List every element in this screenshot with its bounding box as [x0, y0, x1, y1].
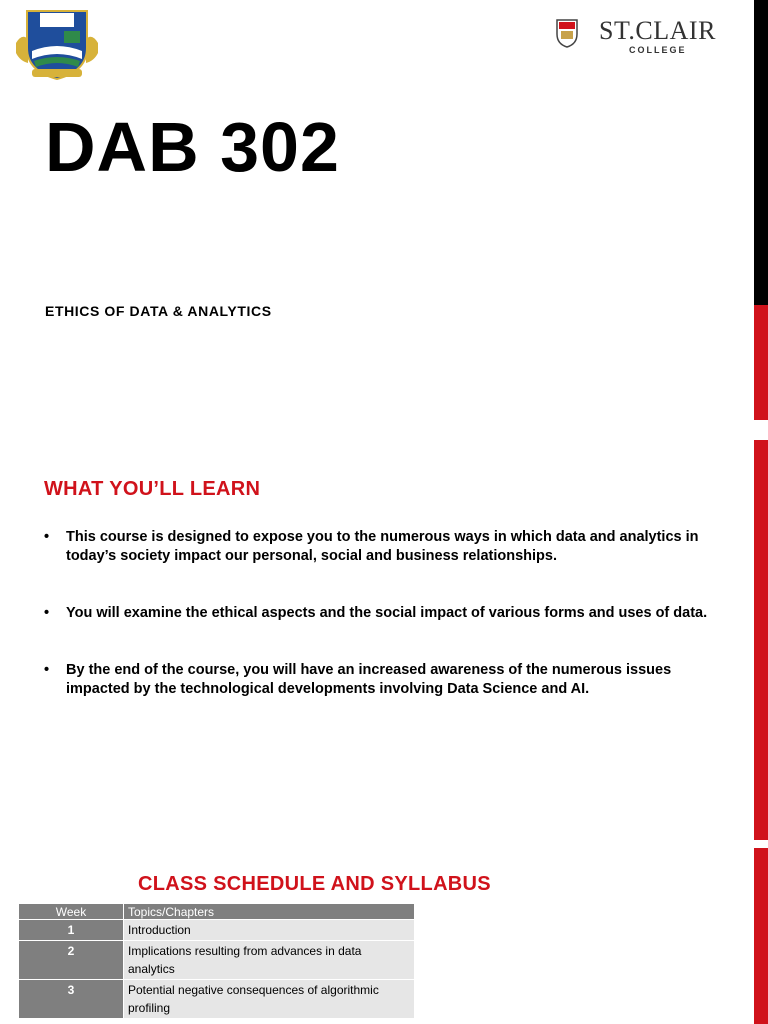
right-accent-bar — [754, 0, 768, 420]
title-slide — [0, 0, 768, 420]
course-code: DAB 302 — [45, 108, 340, 186]
right-accent-bar — [754, 848, 768, 1024]
college-subtitle: COLLEGE — [629, 45, 687, 55]
week-cell: 2 — [19, 941, 124, 980]
st-clair-college-logo — [553, 14, 723, 60]
schedule-table — [18, 903, 415, 1019]
list-item — [44, 604, 714, 623]
bullet-icon: • — [44, 529, 50, 545]
table-row — [19, 980, 415, 1019]
table-row — [19, 941, 415, 980]
schedule-slide — [0, 848, 768, 1024]
schedule-heading: CLASS SCHEDULE AND SYLLABUS — [138, 873, 491, 895]
topic-cell: Implications resulting from advances in data analytics — [124, 941, 415, 980]
table-header-row — [19, 904, 415, 920]
course-title: ETHICS OF DATA & ANALYTICS — [45, 303, 272, 319]
week-cell: 3 — [19, 980, 124, 1019]
right-accent-red — [754, 305, 768, 420]
shield-icon — [555, 18, 579, 48]
right-accent-red — [754, 848, 768, 1024]
topic-cell: Introduction — [124, 920, 415, 941]
column-header-topics: Topics/Chapters — [124, 904, 415, 920]
bullet-icon: • — [44, 662, 50, 678]
table-row — [19, 920, 415, 941]
learn-slide — [0, 440, 768, 840]
bullet-icon: • — [44, 605, 50, 621]
list-item — [44, 528, 714, 566]
bullet-text: You will examine the ethical aspects and the social impact of various forms and uses of data. — [66, 605, 708, 621]
bullet-text: This course is designed to expose you to the numerous ways in which data and analytics in today’s society impact our personal, social and business relationships. — [66, 529, 699, 564]
column-header-week: Week — [19, 904, 124, 920]
right-accent-bar — [754, 440, 768, 840]
topic-cell: Potential negative consequences of algorithmic profiling — [124, 980, 415, 1019]
right-accent-red — [754, 440, 768, 840]
college-name: ST.CLAIR — [599, 16, 716, 45]
learn-heading: WHAT YOU’LL LEARN — [44, 478, 261, 500]
learning-bullets — [44, 528, 714, 737]
university-crest-logo — [12, 3, 102, 83]
list-item — [44, 661, 714, 699]
week-cell: 1 — [19, 920, 124, 941]
bullet-text: By the end of the course, you will have an increased awareness of the numerous issues impacted by the technological developments involving Data Science and AI. — [66, 662, 672, 697]
